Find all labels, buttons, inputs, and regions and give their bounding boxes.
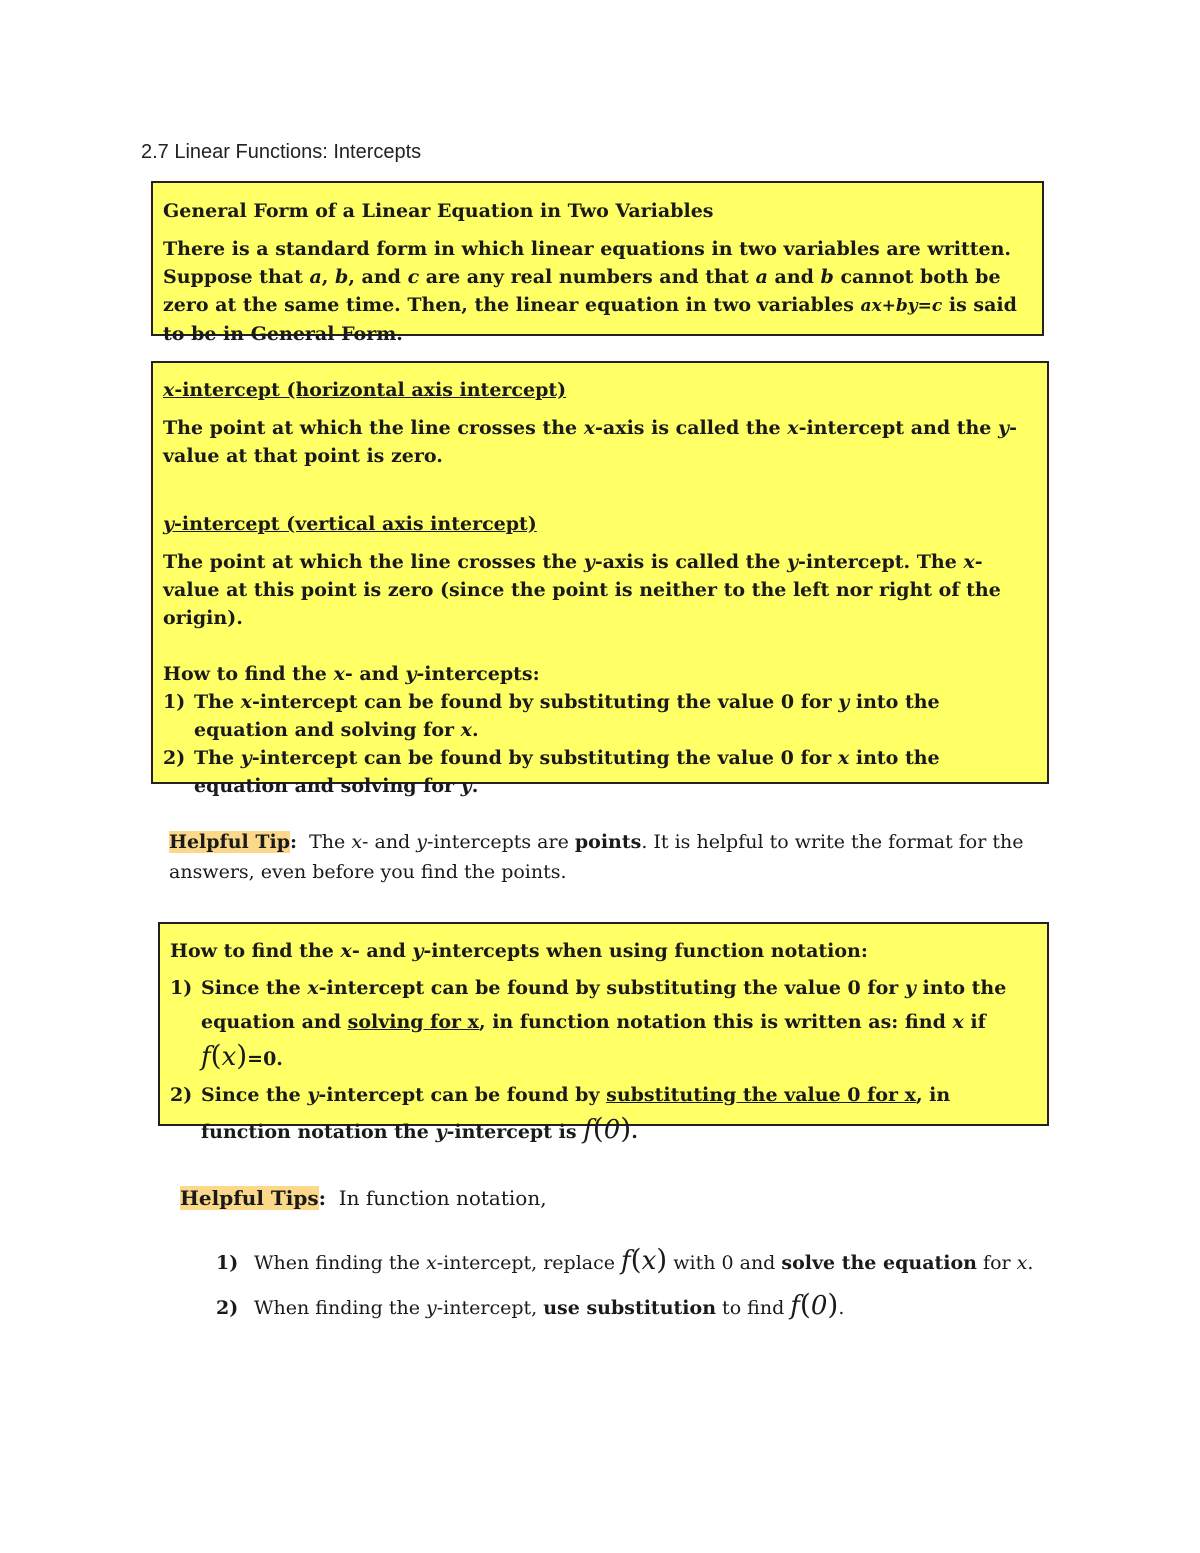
how-to-find-steps — [163, 688, 1037, 800]
helpful-tips: Helpful Tips: In function notation, — [180, 1186, 547, 1210]
function-notation-steps — [170, 971, 1037, 1149]
list-item: 2) When finding the y-intercept, use substitution to find f(0). — [216, 1288, 845, 1321]
helpful-tips-label: Helpful Tips — [180, 1186, 319, 1210]
f-of-zero-expression: f(0) — [583, 1112, 632, 1145]
general-form-equation: ax+by=c — [860, 296, 943, 316]
x-intercept-definition: The point at which the line crosses the x-axis is called the x-intercept and the y-value at that point is zero. — [163, 417, 1017, 467]
f-of-x-expression: f(x) — [201, 1039, 248, 1072]
intercepts-definition-box — [151, 361, 1049, 797]
general-form-box — [151, 181, 1044, 345]
f-of-zero-expression: f(0) — [790, 1288, 839, 1321]
function-notation-heading: How to find the x- and y-intercepts when using function notation: — [170, 940, 868, 962]
y-intercept-heading: y-intercept (vertical axis intercept) — [163, 513, 537, 535]
list-item: 1) Since the x-intercept can be found by substituting the value 0 for y into the equation and solving for x, in function notation this is written as: find x if f(x)=0. — [170, 977, 1007, 1072]
page-title: 2.7 Linear Functions: Intercepts — [141, 141, 422, 163]
list-item: 2) Since the y-intercept can be found by substituting the value 0 for x, in function notation the y-intercept is f(0). — [170, 1084, 951, 1145]
list-item: 1) The x-intercept can be found by substituting the value 0 for y into the equation and solving for x. — [163, 691, 940, 741]
f-of-x-expression: f(x) — [621, 1243, 668, 1276]
how-to-find-heading: How to find the x- and y-intercepts: — [163, 663, 540, 685]
y-intercept-definition: The point at which the line crosses the y-axis is called the y-intercept. The x-value at this point is zero (since the point is neither to the left nor right of the origin). — [163, 551, 1001, 629]
helpful-tip: Helpful Tip: The x- and y-intercepts are points. It is helpful to write the format for the answers, even before you find the points. — [169, 831, 1024, 883]
general-form-body: There is a standard form in which linear equations in two variables are written. Suppose that a, b, and c are any real numbers and that a and b cannot both be zero at the same time. Then, the linear equation in two variables ax+by=c is said to be in General Form. — [163, 238, 1017, 345]
x-intercept-heading: x-intercept (horizontal axis intercept) — [163, 379, 567, 401]
helpful-tip-label: Helpful Tip — [169, 831, 291, 853]
general-form-heading: General Form of a Linear Equation in Two Variables — [163, 200, 714, 222]
function-notation-box — [158, 922, 1049, 1145]
list-item: 2) The y-intercept can be found by substituting the value 0 for x into the equation and solving for y. — [163, 747, 940, 797]
list-item: 1) When finding the x-intercept, replace f(x) with 0 and solve the equation for x. — [216, 1243, 1034, 1276]
